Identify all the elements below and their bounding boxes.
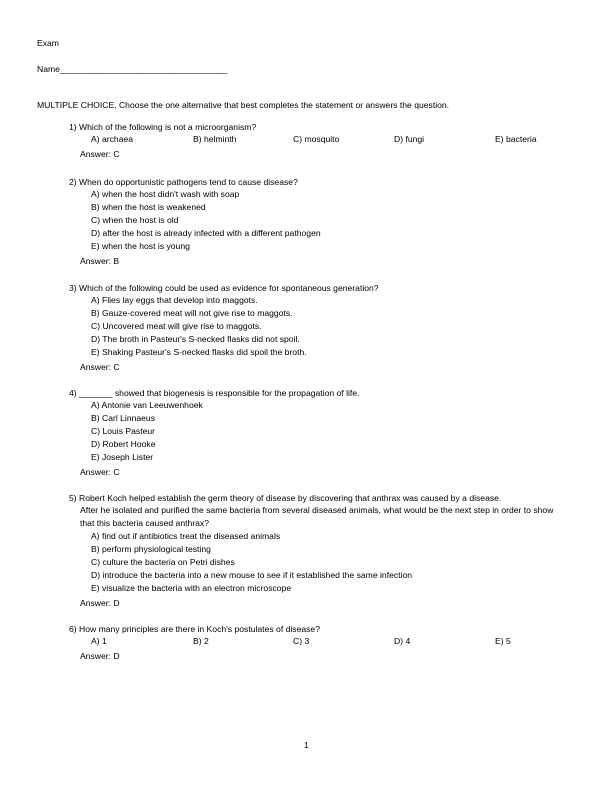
option-list	[69, 530, 569, 594]
option-d: D) fungi	[394, 134, 425, 144]
option-a: A) Flies lay eggs that develop into maggots.	[91, 295, 258, 305]
option-e: E) when the host is young	[91, 240, 190, 251]
option-c: C) culture the bacteria on Petri dishes	[91, 556, 235, 567]
option-a: A) 1	[91, 636, 107, 646]
answer: Answer: D	[80, 651, 120, 661]
option-c: C) Louis Pasteur	[91, 425, 156, 436]
option-b: B) Carl Linnaeus	[91, 412, 156, 423]
question-stem-continued: After he isolated and purified the same bacteria from several diseased animals, what would be the next step in order to show that this bacteria caused anthrax?	[80, 505, 554, 528]
question-stem: 5) Robert Koch helped establish the germ theory of disease by discovering that anthrax was caused by a disease.	[69, 493, 502, 503]
option-b: B) 2	[193, 636, 209, 646]
option-d: D) The broth in Pasteur's S-necked flasks did not spoil.	[91, 333, 300, 344]
option-d: D) Robert Hooke	[91, 438, 156, 449]
question-stem: 1) Which of the following is not a microorganism?	[69, 122, 257, 132]
name-line: Name___________________________________	[37, 64, 228, 74]
option-list	[69, 294, 569, 358]
option-d: D) introduce the bacteria into a new mouse to see if it established the same infection	[91, 569, 413, 580]
option-a: A) when the host didn't wash with soap	[91, 189, 240, 199]
option-e: E) Shaking Pasteur's S-necked flasks did spoil the broth.	[91, 346, 307, 357]
option-c: C) mosquito	[293, 134, 340, 144]
option-a: A) find out if antibiotics treat the diseased animals	[91, 531, 281, 541]
option-b: B) Gauze-covered meat will not give rise to maggots.	[91, 307, 293, 318]
option-b: B) when the host is weakened	[91, 201, 206, 212]
answer: Answer: D	[80, 598, 120, 609]
option-d: D) after the host is already infected with a different pathogen	[91, 227, 321, 238]
question-4	[69, 387, 569, 478]
question-5	[69, 492, 569, 609]
option-c: C) when the host is old	[91, 214, 179, 225]
option-e: E) Joseph Lister	[91, 451, 154, 462]
option-e: E) 5	[495, 636, 511, 646]
option-list	[69, 188, 569, 252]
option-a: A) archaea	[91, 134, 134, 144]
question-stem: 3) Which of the following could be used as evidence for spontaneous generation?	[69, 283, 379, 293]
option-e: E) bacteria	[495, 134, 537, 144]
question-1	[69, 121, 569, 160]
question-stem: 2) When do opportunistic pathogens tend to cause disease?	[69, 177, 298, 187]
exam-label: Exam	[37, 38, 59, 48]
answer: Answer: C	[80, 149, 120, 159]
question-stem: 4) _______ showed that biogenesis is responsible for the propagation of life.	[69, 388, 360, 398]
question-2	[69, 176, 569, 267]
option-b: B) perform physiological testing	[91, 543, 211, 554]
answer: Answer: B	[80, 256, 120, 267]
option-d: D) 4	[394, 636, 411, 646]
page-number: 1	[304, 740, 309, 750]
option-b: B) helminth	[193, 134, 237, 144]
option-a: A) Antonie van Leeuwenhoek	[91, 400, 203, 410]
option-c: C) 3	[293, 636, 310, 646]
option-list	[69, 399, 569, 463]
option-row	[91, 133, 569, 146]
answer: Answer: C	[80, 467, 120, 478]
question-stem: 6) How many principles are there in Koch's postulates of disease?	[69, 624, 320, 634]
instructions: MULTIPLE CHOICE. Choose the one alternative that best completes the statement or answers the question.	[37, 100, 450, 110]
option-c: C) Uncovered meat will give rise to maggots.	[91, 320, 262, 331]
answer: Answer: C	[80, 362, 120, 373]
question-6	[69, 623, 569, 662]
question-3	[69, 282, 569, 373]
option-row	[91, 635, 569, 648]
option-e: E) visualize the bacteria with an electron microscope	[91, 582, 292, 593]
